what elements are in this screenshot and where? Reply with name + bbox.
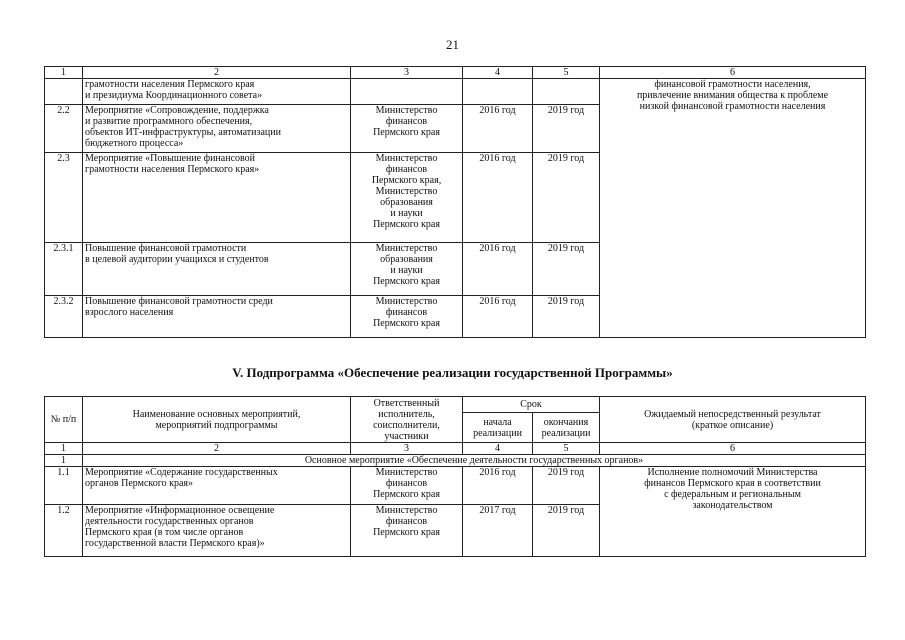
header-start: начала реализации bbox=[463, 413, 533, 443]
header-term: Срок bbox=[463, 397, 600, 413]
col-num: 5 bbox=[533, 67, 600, 79]
col-num: 5 bbox=[533, 443, 600, 455]
section-title: V. Подпрограмма «Обеспечение реализации государственной Программы» bbox=[232, 365, 673, 380]
executor: Министерство финансов Пермского края bbox=[351, 505, 463, 557]
header-num: № п/п bbox=[45, 397, 83, 443]
row-number: 2.3.2 bbox=[45, 296, 83, 338]
header-executor: Ответственный исполнитель, соисполнители, участники bbox=[351, 397, 463, 443]
event-name: Повышение финансовой грамотности в целевой аудитории учащихся и студентов bbox=[83, 243, 351, 296]
table-row bbox=[45, 79, 866, 105]
page-number: 21 bbox=[446, 37, 459, 52]
end-year bbox=[533, 79, 600, 105]
expected-result: финансовой грамотности населения, привлечение внимания общества к проблеме низкой финансовой грамотности населения bbox=[600, 79, 866, 338]
column-number-row bbox=[45, 443, 866, 455]
end-year: 2019 год bbox=[533, 296, 600, 338]
start-year: 2016 год bbox=[463, 153, 533, 243]
executor: Министерство финансов Пермского края, Министерство образования и науки Пермского края bbox=[351, 153, 463, 243]
start-year bbox=[463, 79, 533, 105]
event-name: грамотности населения Пермского края и президиума Координационного совета» bbox=[83, 79, 351, 105]
expected-result: Исполнение полномочий Министерства финансов Пермского края в соответствии с федеральным и региональным законодательством bbox=[600, 467, 866, 557]
row-number: 2.3 bbox=[45, 153, 83, 243]
main-event-title: Основное мероприятие «Обеспечение деятельности государственных органов» bbox=[83, 455, 866, 467]
col-num: 2 bbox=[83, 67, 351, 79]
end-year: 2019 год bbox=[533, 153, 600, 243]
row-number: 1 bbox=[45, 455, 83, 467]
col-num: 6 bbox=[600, 443, 866, 455]
header-end: окончания реализации bbox=[533, 413, 600, 443]
row-number: 2.2 bbox=[45, 105, 83, 153]
event-name: Повышение финансовой грамотности среди взрослого населения bbox=[83, 296, 351, 338]
header-result: Ожидаемый непосредственный результат (краткое описание) bbox=[600, 397, 866, 443]
end-year: 2019 год bbox=[533, 105, 600, 153]
end-year: 2019 год bbox=[533, 505, 600, 557]
header-row bbox=[45, 397, 866, 413]
main-event-row bbox=[45, 455, 866, 467]
event-name: Мероприятие «Сопровождение, поддержка и развитие программного обеспечения, объектов ИТ-инфраструктуры, автоматизации бюджетного процесса» bbox=[83, 105, 351, 153]
start-year: 2017 год bbox=[463, 505, 533, 557]
start-year: 2016 год bbox=[463, 467, 533, 505]
col-num: 3 bbox=[351, 67, 463, 79]
executor: Министерство финансов Пермского края bbox=[351, 105, 463, 153]
continued-table bbox=[44, 66, 866, 338]
header-name: Наименование основных мероприятий, мероприятий подпрограммы bbox=[83, 397, 351, 443]
event-name: Мероприятие «Повышение финансовой грамотности населения Пермского края» bbox=[83, 153, 351, 243]
col-num: 6 bbox=[600, 67, 866, 79]
start-year: 2016 год bbox=[463, 105, 533, 153]
start-year: 2016 год bbox=[463, 296, 533, 338]
event-name: Мероприятие «Содержание государственных органов Пермского края» bbox=[83, 467, 351, 505]
row-number bbox=[45, 79, 83, 105]
table-row bbox=[45, 467, 866, 505]
col-num: 1 bbox=[45, 443, 83, 455]
row-number: 2.3.1 bbox=[45, 243, 83, 296]
executor: Министерство финансов Пермского края bbox=[351, 467, 463, 505]
col-num: 4 bbox=[463, 443, 533, 455]
column-number-row bbox=[45, 67, 866, 79]
executor bbox=[351, 79, 463, 105]
col-num: 3 bbox=[351, 443, 463, 455]
row-number: 1.1 bbox=[45, 467, 83, 505]
start-year: 2016 год bbox=[463, 243, 533, 296]
event-name: Мероприятие «Информационное освещение деятельности государственных органов Пермского края (в том числе органов государственной власти Пермского края)» bbox=[83, 505, 351, 557]
end-year: 2019 год bbox=[533, 243, 600, 296]
col-num: 1 bbox=[45, 67, 83, 79]
col-num: 4 bbox=[463, 67, 533, 79]
row-number: 1.2 bbox=[45, 505, 83, 557]
end-year: 2019 год bbox=[533, 467, 600, 505]
col-num: 2 bbox=[83, 443, 351, 455]
subprogram-table bbox=[44, 396, 866, 557]
executor: Министерство образования и науки Пермского края bbox=[351, 243, 463, 296]
executor: Министерство финансов Пермского края bbox=[351, 296, 463, 338]
